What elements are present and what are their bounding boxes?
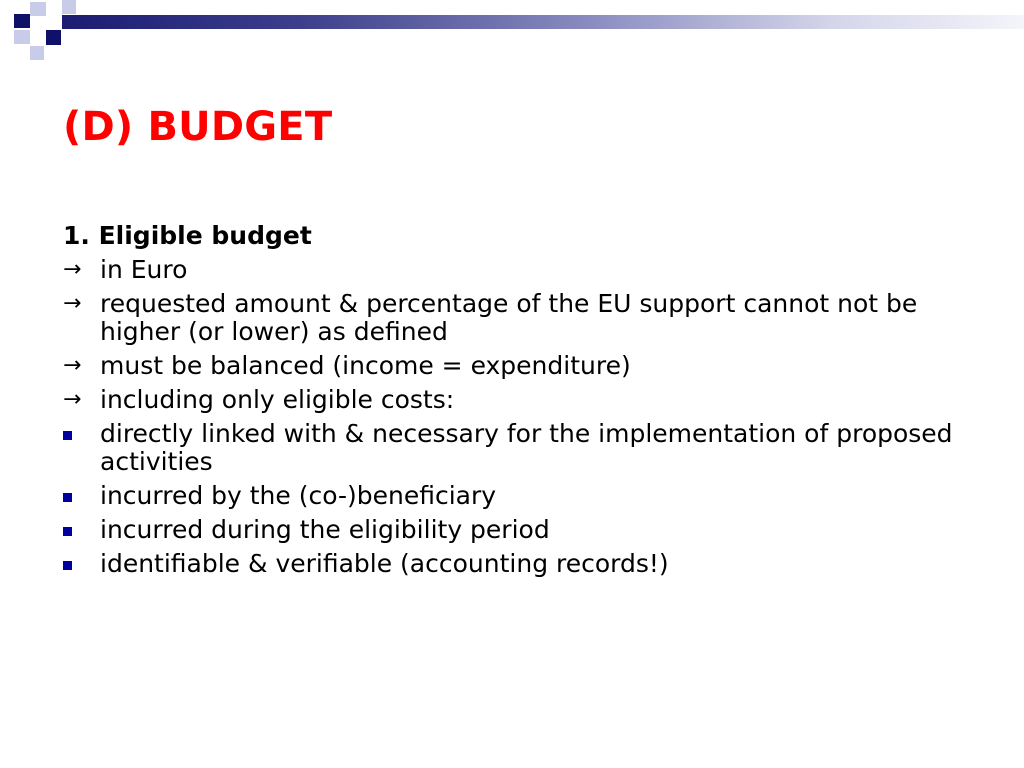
list-item-text: incurred during the eligibility period — [100, 515, 550, 544]
arrow-list-item — [63, 386, 963, 414]
right-arrow-icon: → — [63, 353, 82, 378]
decorative-square — [62, 0, 76, 14]
section-heading: 1. Eligible budget — [63, 221, 312, 250]
decorative-square — [46, 30, 61, 45]
decorative-square — [30, 46, 44, 60]
bullet-list-item — [63, 550, 963, 578]
right-arrow-icon: → — [63, 291, 82, 316]
square-bullet-icon — [63, 493, 72, 502]
square-bullet-icon — [63, 561, 72, 570]
square-bullet-icon — [63, 527, 72, 536]
decorative-square — [14, 14, 30, 28]
list-item-text: including only eligible costs: — [100, 385, 455, 414]
bullet-list-item — [63, 516, 963, 544]
list-item-text: in Euro — [100, 255, 188, 284]
arrow-list-item — [63, 290, 963, 346]
list-item-text: incurred by the (co-)beneficiary — [100, 481, 497, 510]
slide-body — [63, 222, 963, 584]
header-gradient-band — [62, 15, 1024, 29]
bullet-list-item — [63, 420, 963, 476]
right-arrow-icon: → — [63, 257, 82, 282]
arrow-list-item — [63, 256, 963, 284]
decorative-square — [30, 2, 46, 16]
list-item-text: requested amount & percentage of the EU support cannot not be higher (or lower) as defined — [100, 289, 918, 346]
arrow-list-item — [63, 352, 963, 380]
bullet-list-item — [63, 482, 963, 510]
decorative-square — [14, 30, 30, 44]
slide-title: (D) BUDGET — [63, 104, 333, 150]
list-item-text: directly linked with & necessary for the implementation of proposed activities — [100, 419, 953, 476]
square-bullet-icon — [63, 431, 72, 440]
list-item-text: must be balanced (income = expenditure) — [100, 351, 631, 380]
right-arrow-icon: → — [63, 387, 82, 412]
list-item-text: identifiable & verifiable (accounting records!) — [100, 549, 669, 578]
